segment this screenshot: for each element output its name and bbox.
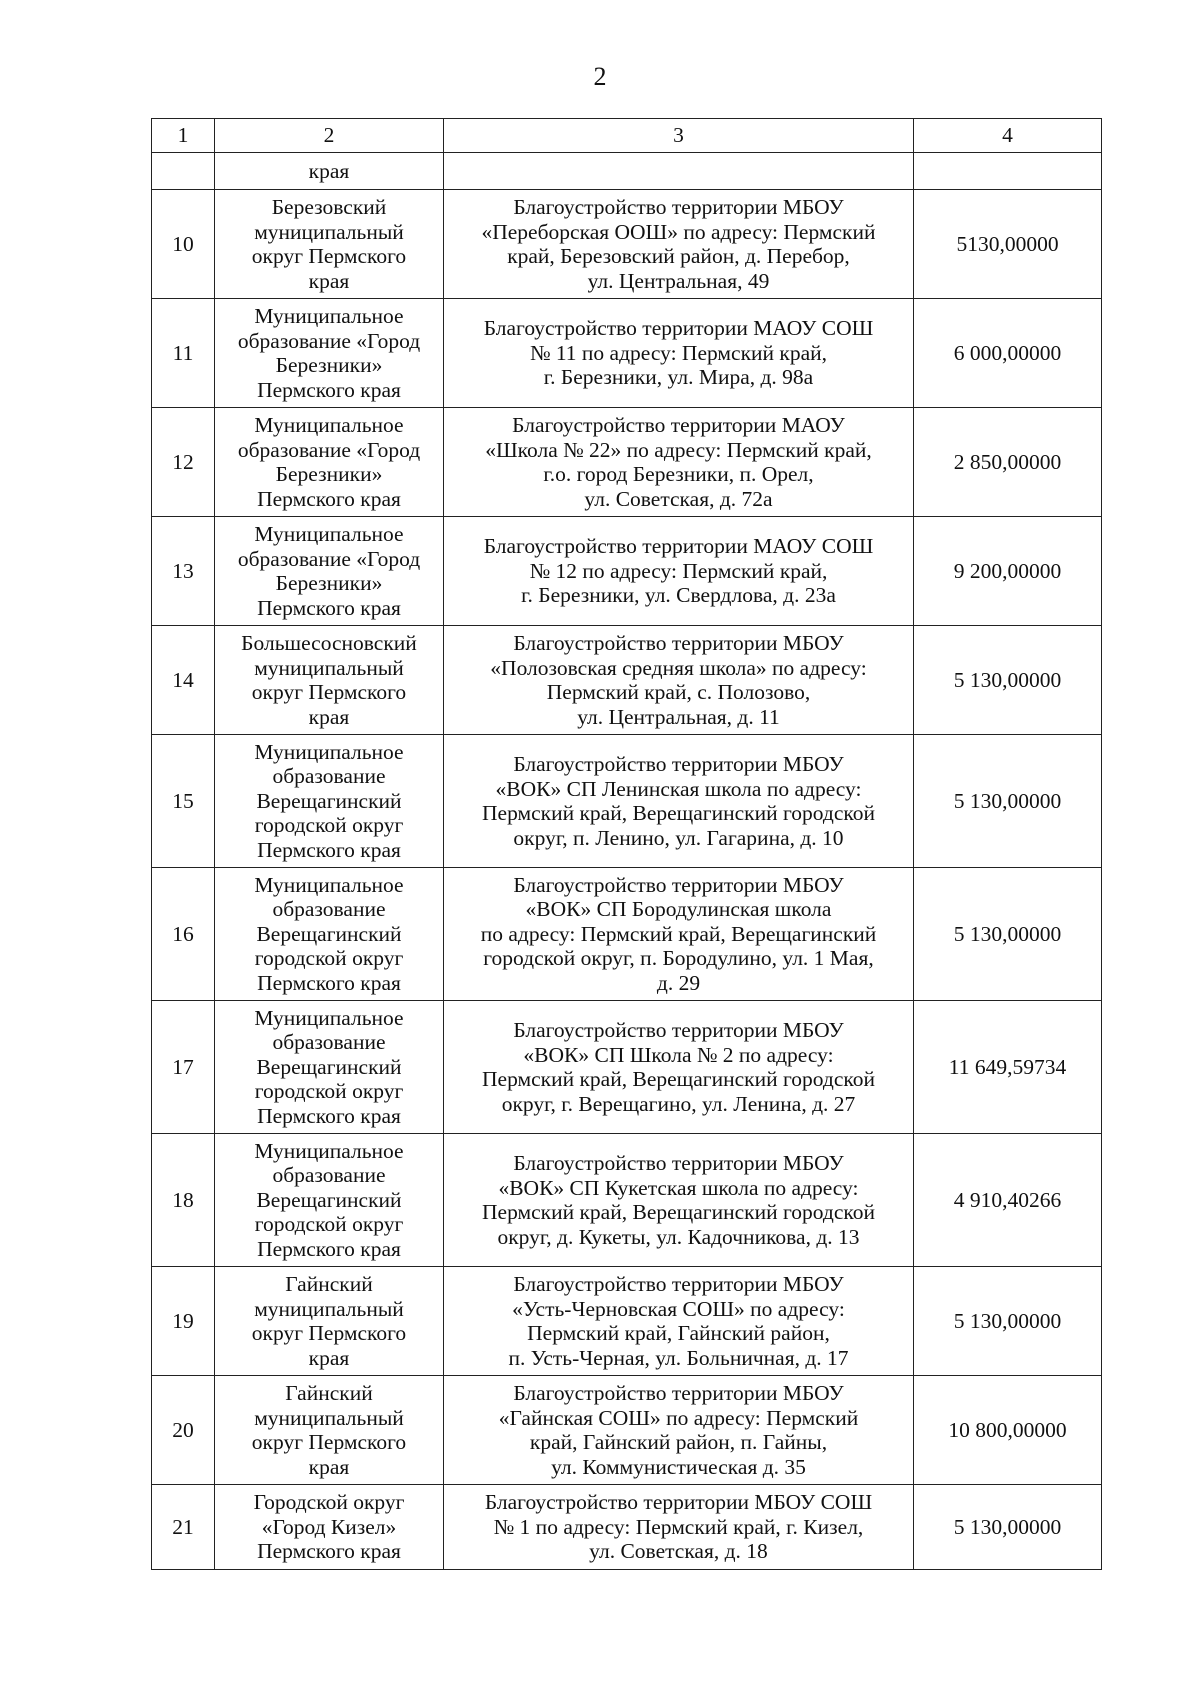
cell-line: № 11 по адресу: Пермский край,: [529, 340, 828, 365]
cell-line: Гайнский: [285, 1272, 373, 1296]
cell-object: [444, 1134, 914, 1267]
cell-line: Большесосновский: [241, 631, 417, 655]
cell-amount: 5130,00000: [914, 190, 1102, 299]
cell-line: Верещагинский: [256, 788, 402, 813]
cell-municipality: [215, 1376, 444, 1485]
cell-amount: 5 130,00000: [914, 1485, 1102, 1570]
cell-line: Верещагинский: [256, 1187, 402, 1212]
cell-line: «Переборская ООШ» по адресу: Пермский: [481, 219, 876, 244]
table-row: [152, 626, 1102, 735]
cell-line: край, Березовский район, д. Перебор,: [507, 244, 850, 268]
cell-line: «Полозовская средняя школа» по адресу:: [490, 655, 867, 680]
cell-amount: 2 850,00000: [914, 408, 1102, 517]
table-row: [152, 735, 1102, 868]
cell-municipality: [215, 299, 444, 408]
cell-line: Благоустройство территории МАОУ СОШ: [483, 316, 874, 341]
cell-line: округ Пермского: [251, 680, 407, 704]
cell-line: муниципальный: [254, 219, 404, 244]
cell-line: края: [308, 268, 350, 293]
column-header-municipality: 2: [215, 119, 444, 153]
cell-line: Гайнский: [285, 1381, 373, 1405]
cell-line: муниципальный: [254, 1405, 404, 1430]
cell-line: городской округ: [254, 1212, 404, 1237]
column-header-number: 1: [152, 119, 215, 153]
cell-line: Благоустройство территории МБОУ: [513, 1151, 844, 1175]
cell-line: муниципальный: [254, 655, 404, 680]
cell-line: Пермский край, Верещагинский городской: [482, 1067, 875, 1091]
cell-line: Пермский край, Верещагинский городской: [482, 801, 875, 825]
cell-line: образование «Город: [237, 437, 421, 462]
cell-line: округ, г. Верещагино, ул. Ленина, д. 27: [501, 1091, 856, 1116]
cell-object: [444, 868, 914, 1001]
cell-line: Пермский край, Гайнский район,: [527, 1321, 830, 1345]
table-row: [152, 1001, 1102, 1134]
table-row: [152, 1267, 1102, 1376]
cell-number: 10: [152, 190, 215, 299]
cell-line: Городской округ: [253, 1490, 405, 1515]
cell-line: округ Пермского: [251, 1430, 407, 1454]
cell-line: края: [308, 1454, 350, 1479]
cell-municipality: [215, 408, 444, 517]
cell-number: 14: [152, 626, 215, 735]
cell-line: Березники»: [275, 353, 383, 377]
table-row-continuation: [152, 153, 1102, 190]
cell-line: Верещагинский: [256, 1054, 402, 1079]
cell-line: г. Березники, ул. Свердлова, д. 23а: [521, 583, 836, 608]
cell-line: ул. Коммунистическая д. 35: [551, 1454, 806, 1479]
cell-municipality: [215, 868, 444, 1001]
cell-line: «ВОК» СП Кукетская школа по адресу:: [498, 1175, 859, 1200]
table-row: [152, 190, 1102, 299]
cell-line: Благоустройство территории МБОУ: [513, 195, 844, 219]
cell-amount: 10 800,00000: [914, 1376, 1102, 1485]
cell-line: край, Гайнский район, п. Гайны,: [529, 1430, 828, 1454]
cell-line: края: [308, 158, 350, 183]
cell-line: Муниципальное: [254, 304, 404, 328]
cell-line: ул. Центральная, д. 11: [577, 704, 780, 729]
cell-line: округ, д. Кукеты, ул. Кадочникова, д. 13: [497, 1224, 860, 1249]
cell-line: Пермского края: [257, 970, 401, 995]
cell-line: Пермского края: [257, 1539, 401, 1564]
cell-line: Муниципальное: [254, 522, 404, 546]
cell-municipality: [215, 735, 444, 868]
cell-amount: 5 130,00000: [914, 626, 1102, 735]
cell-line: образование: [272, 764, 386, 789]
cell-line: края: [308, 1345, 350, 1370]
cell-number: 11: [152, 299, 215, 408]
cell-line: Муниципальное: [254, 1138, 404, 1163]
cell-line: № 12 по адресу: Пермский край,: [529, 558, 828, 583]
cell-municipality: [215, 1134, 444, 1267]
cell-line: Березники»: [275, 571, 383, 595]
cell-amount: 9 200,00000: [914, 517, 1102, 626]
cell-amount: 5 130,00000: [914, 1267, 1102, 1376]
table-row: [152, 408, 1102, 517]
cell-number: 16: [152, 868, 215, 1001]
cell-line: «Усть-Черновская СОШ» по адресу:: [512, 1296, 845, 1321]
table-row: [152, 1485, 1102, 1570]
funding-table: [151, 118, 1102, 1570]
cell-line: Благоустройство территории МАОУ СОШ: [483, 534, 874, 559]
cell-line: Благоустройство территории МБОУ: [513, 1381, 844, 1405]
cell-line: Пермский край, Верещагинский городской: [482, 1200, 875, 1224]
cell-line: Благоустройство территории МБОУ: [513, 752, 844, 776]
cell-line: Благоустройство территории МБОУ: [513, 1272, 844, 1296]
cell-line: Березники»: [275, 462, 383, 486]
cell-object: [444, 517, 914, 626]
cell-line: «Школа № 22» по адресу: Пермский край,: [485, 437, 872, 462]
cell-line: Благоустройство территории МБОУ: [513, 872, 844, 897]
cell-line: Пермского края: [257, 837, 401, 862]
cell-number: 18: [152, 1134, 215, 1267]
cell-object: [444, 626, 914, 735]
cell-line: Верещагинский: [256, 921, 402, 946]
cell-line: «ВОК» СП Ленинская школа по адресу:: [495, 776, 862, 801]
cell-object: [444, 1267, 914, 1376]
cell-number: 15: [152, 735, 215, 868]
cell-municipality: [215, 1267, 444, 1376]
cell-line: д. 29: [656, 970, 701, 995]
table-row: [152, 1134, 1102, 1267]
cell-number: 20: [152, 1376, 215, 1485]
cell-line: округ Пермского: [251, 244, 407, 268]
table-body: [152, 153, 1102, 1570]
cell-amount: [914, 153, 1102, 190]
cell-line: Пермского края: [257, 595, 401, 620]
cell-amount: 4 910,40266: [914, 1134, 1102, 1267]
cell-line: Благоустройство территории МАОУ: [512, 413, 845, 437]
cell-line: городской округ: [254, 1079, 404, 1104]
cell-line: Благоустройство территории МБОУ: [513, 631, 844, 655]
cell-municipality: [215, 626, 444, 735]
cell-number: [152, 153, 215, 190]
table-row: [152, 517, 1102, 626]
cell-line: г.о. город Березники, п. Орел,: [543, 462, 814, 486]
cell-number: 17: [152, 1001, 215, 1134]
cell-line: Пермского края: [257, 486, 401, 511]
cell-line: Муниципальное: [254, 739, 404, 764]
cell-line: Муниципальное: [254, 872, 404, 897]
cell-object: [444, 408, 914, 517]
cell-line: ул. Советская, д. 18: [589, 1539, 768, 1564]
table-header-row: [152, 119, 1102, 153]
cell-line: «ВОК» СП Бородулинская школа: [525, 897, 832, 922]
cell-line: образование «Город: [237, 546, 421, 571]
cell-line: п. Усть-Черная, ул. Больничная, д. 17: [508, 1345, 849, 1370]
cell-number: 13: [152, 517, 215, 626]
cell-number: 21: [152, 1485, 215, 1570]
page-number: 2: [593, 62, 607, 91]
cell-object: [444, 1485, 914, 1570]
table-row: [152, 299, 1102, 408]
column-header-amount: 4: [914, 119, 1102, 153]
cell-line: Благоустройство территории МБОУ: [513, 1018, 844, 1042]
cell-line: Пермский край, с. Полозово,: [546, 680, 811, 704]
cell-line: Пермского края: [257, 1103, 401, 1128]
cell-line: Пермского края: [257, 1236, 401, 1261]
cell-line: по адресу: Пермский край, Верещагинский: [480, 921, 877, 946]
cell-line: Березовский: [271, 195, 387, 219]
cell-object: [444, 299, 914, 408]
cell-line: Благоустройство территории МБОУ СОШ: [484, 1490, 873, 1515]
cell-line: муниципальный: [254, 1296, 404, 1321]
cell-line: образование «Город: [237, 328, 421, 353]
cell-line: округ, п. Ленино, ул. Гагарина, д. 10: [513, 825, 844, 850]
cell-municipality: [215, 190, 444, 299]
cell-object: [444, 1001, 914, 1134]
cell-line: г. Березники, ул. Мира, д. 98а: [543, 365, 814, 390]
table-row: [152, 868, 1102, 1001]
cell-line: Пермского края: [257, 377, 401, 402]
cell-line: края: [308, 704, 350, 729]
cell-line: Муниципальное: [254, 413, 404, 437]
cell-object: [444, 1376, 914, 1485]
cell-line: «Гайнская СОШ» по адресу: Пермский: [498, 1405, 859, 1430]
cell-line: «ВОК» СП Школа № 2 по адресу:: [523, 1042, 834, 1067]
cell-line: № 1 по адресу: Пермский край, г. Кизел,: [493, 1514, 864, 1539]
column-header-object: 3: [444, 119, 914, 153]
cell-amount: 5 130,00000: [914, 868, 1102, 1001]
cell-municipality: [215, 517, 444, 626]
cell-municipality: [215, 1001, 444, 1134]
cell-line: ул. Центральная, 49: [587, 268, 770, 293]
cell-line: ул. Советская, д. 72а: [584, 486, 773, 511]
cell-object: [444, 190, 914, 299]
cell-line: округ Пермского: [251, 1321, 407, 1345]
cell-line: городской округ: [254, 946, 404, 971]
cell-amount: 6 000,00000: [914, 299, 1102, 408]
cell-line: городской округ: [254, 813, 404, 838]
cell-number: 19: [152, 1267, 215, 1376]
cell-amount: 11 649,59734: [914, 1001, 1102, 1134]
cell-line: «Город Кизел»: [261, 1514, 397, 1539]
cell-line: образование: [272, 1030, 386, 1055]
cell-municipality: [215, 1485, 444, 1570]
cell-object: [444, 153, 914, 190]
cell-line: городской округ, п. Бородулино, ул. 1 Мая,: [483, 946, 874, 971]
cell-line: образование: [272, 897, 386, 922]
cell-amount: 5 130,00000: [914, 735, 1102, 868]
cell-municipality: [215, 153, 444, 190]
cell-number: 12: [152, 408, 215, 517]
table-row: [152, 1376, 1102, 1485]
cell-line: образование: [272, 1163, 386, 1188]
cell-line: Муниципальное: [254, 1005, 404, 1030]
cell-object: [444, 735, 914, 868]
